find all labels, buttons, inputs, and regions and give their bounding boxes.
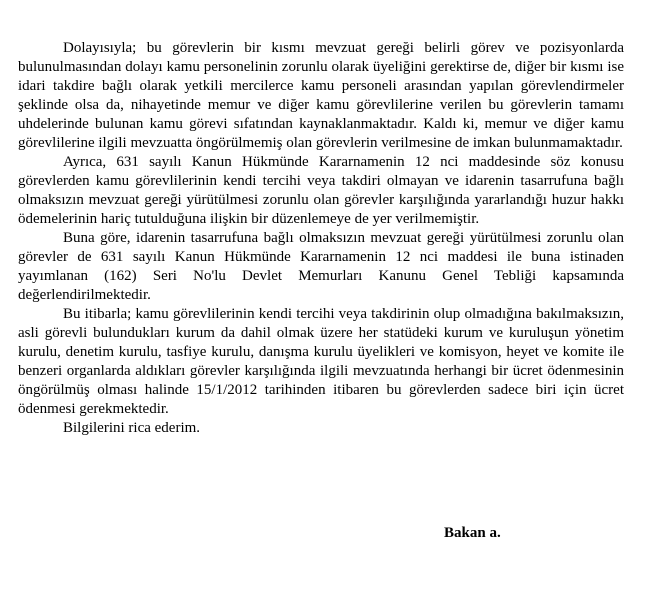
paragraph-4: Bu itibarla; kamu görevlilerinin kendi tercihi veya takdirinin olup olmadığına bakılmaksızın, asli görevli bulundukları kurum da dahil olmak üzere her statüdeki kurum ve kuruluşun yönetim kurulu, denetim kurulu, tasfiye kurulu, danışma kurulu üyelikleri ve komisyon, heyet ve komite ile benzeri organlarda aldıkları görevler karşılığında ilgili mevzuatında herhangi bir ücret ödenmesinin öngörülmüş olması halinde 15/1/2012 tarihinden itibaren bu görevlerden sadece biri için ücret ödenmesi gerekmektedir. [18,306,624,417]
paragraph-1: Dolayısıyla; bu görevlerin bir kısmı mevzuat gereği belirli görev ve pozisyonlarda bulunulmasından dolayı kamu personelinin zorunlu olarak üyeliğini gerektirse de, diğer bir kısmı ise idari takdire bağlı olarak yetkili mercilerce kamu personeli arasından yapılan görevlendirmeler şeklinde olsa da, nihayetinde memur ve diğer kamu görevlilerine verilen bu görevlerin tamamı uhdelerinde bulunan kamu görevi sıfatından kaynaklanmaktadır. Kaldı ki, memur ve diğer kamu görevlilerine ilgili mevzuatta öngörülmemiş olan görevlerin verilmesine de imkan bulunmamaktadır. [18,40,624,151]
letter-body [18,39,624,438]
paragraph-3: Buna göre, idarenin tasarrufuna bağlı olmaksızın mevzuat gereği yürütülmesi zorunlu olan görevler de 631 sayılı Kanun Hükmünde Kararnamenin 12 nci maddesi ile buna istinaden yayımlanan (162) Seri No'lu Devlet Memurları Kanunu Genel Tebliği kapsamında değerlendirilmektedir. [18,230,624,303]
closing-line: Bilgilerini rica ederim. [63,420,201,436]
signature-block: Bakan a. [444,525,501,541]
paragraph-2: Ayrıca, 631 sayılı Kanun Hükmünde Kararnamenin 12 nci maddesinde söz konusu görevlerden kamu görevlilerinin kendi tercihi veya takdiri olmayan ve idarenin tasarrufuna bağlı olmaksızın mevzuat gereği yürütülmesi zorunlu olan görevler karşılığında yararlandığı huzur hakkı ödemelerinin hariç tutulduğuna ilişkin bir düzenlemeye de yer verilmemiştir. [18,154,624,227]
